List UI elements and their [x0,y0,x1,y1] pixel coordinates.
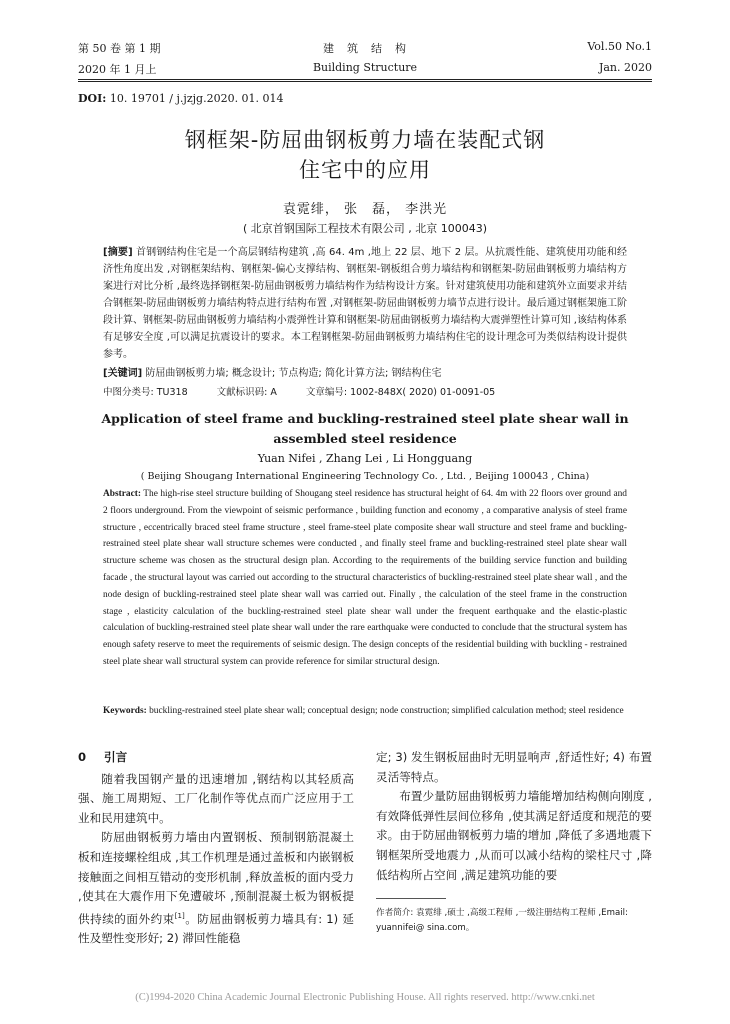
body-paragraph: 定; 3) 发生钢板屈曲时无明显响声 ,舒适性好; 4) 布置灵活等特点。 [376,750,652,784]
abstract-cn [103,244,627,363]
section-heading [78,748,354,768]
authors-en: Yuan Nifei , Zhang Lei , Li Hongguang [257,452,473,465]
header-rule-double [78,81,652,82]
title-cn-line2: 住宅中的应用 [299,158,431,182]
keywords-en [103,703,627,720]
header-date-en: Jan. 2020 [598,61,652,74]
abstract-en-text: The high-rise steel structure building of Shougang steel residence has structural height of 64. 4m with 22 floors over ground and 2 floors underground. From the viewpoint of seismic performance , building function and economy , a comparative analysis of steel frame structure , eccentrically braced steel frame structure , steel frame-steel plate composite shear wall structure and steel frame and buckling-restrained steel plate shear wall structure schemes were conducted , and finally steel frame and buckling-restrained steel plate shear wall structure scheme was chosen as the structural design plan. According to the requirements of the building service function and building facade , the structural layout was carried out according to the structural characteristics of buckling-restrained steel plate shear wall , and the node design of buckling-restrained steel plate shear wall was carried out. Finally , the calculation of the steel frame in the construction stage , elasticity calculation of the buckling-restrained steel plate shear wall under the frequent earthquake and the elastic-plastic calculation of buckling-restrained steel plate shear wall under the rare earthquake were conducted to conclude that the structural system has enough safety reserve to meet the requirements of seismic design. The design concepts of the residential building with buckling - restrained steel plate shear wall structural system can provide reference for similar structural design. [103,489,627,667]
header-rule [78,79,652,80]
title-cn-line1: 钢框架-防屈曲钢板剪力墙在装配式钢 [184,128,546,152]
keywords-cn-label: [关键词] [103,368,143,379]
footnote: 作者简介: 袁霓绯 ,硕士 ,高级工程师 ,一级注册结构工程师 ,Email: yuannifei@ sina.com。 [376,908,628,933]
affiliation-cn: ( 北京首钢国际工程技术有限公司 , 北京 100043) [242,222,488,235]
body-right-column [376,748,652,885]
doi-value: 10. 19701 / j.jzjg.2020. 01. 014 [109,92,284,105]
doi-label: DOI: [78,92,107,105]
authors-cn: 袁霓绯， 张 磊， 李洪光 [282,202,448,217]
citation-ref: [1] [174,911,185,920]
document-code: 文献标识码: A [216,387,277,398]
body-paragraph [78,828,354,948]
keywords-cn-text: 防屈曲钢板剪力墙; 概念设计; 节点构造; 简化计算方法; 钢结构住宅 [142,368,442,379]
footnote-rule [376,898,446,899]
body-paragraph-text: 防屈曲钢板剪力墙由内置钢板、预制钢筋混凝土板和连接螺栓组成 ,其工作机理是通过盖板和内嵌钢板接触面之间相互错动的变形机制 ,释放盖板的面内受力 ,使其在大震作用下免遭破坏 ,预制混凝土板为钢板提供持续的面外约束 [78,830,354,926]
keywords-cn [103,365,627,382]
doi [78,92,284,105]
header-date-cn: 2020 年 1 月上 [78,63,157,76]
title-en [0,409,730,449]
header-volume-en: Vol.50 No.1 [587,40,652,53]
body-paragraph-tail: 。防屈曲钢板剪力墙具有: 1) 延性及塑性变形好; 2) 滞回性能稳 [78,911,354,946]
copyright-notice: (C)1994-2020 China Academic Journal Electronic Publishing House. All rights reserved. http://www.cnki.net [135,992,595,1003]
title-cn [0,125,730,185]
abstract-en [103,486,627,671]
header-journal-cn: 建 筑 结 构 [323,42,407,55]
abstract-cn-text: 首钢钢结构住宅是一个高层钢结构建筑 ,高 64. 4m ,地上 22 层、地下 2 层。从抗震性能、建筑使用功能和经济性角度出发 ,对钢框架结构、钢框架-偏心支撑结构、钢框架-钢板组合剪力墙结构和钢框架-防屈曲钢板剪力墙结构方案进行对比分析 ,最终选择钢框架-防屈曲钢板剪力墙结构作为结构设计方案。针对建筑使用功能和建筑外立面要求并结合钢框架-防屈曲钢板剪力墙结构特点进行结构布置 ,对钢框架-防屈曲钢板剪力墙节点进行设计。最后通过钢框架施工阶段计算、钢框架-防屈曲钢板剪力墙结构小震弹性计算和钢框架-防屈曲钢板剪力墙结构大震弹塑性计算可知 ,该结构体系有足够安全度 ,可以满足抗震设计的要求。本工程钢框架-防屈曲钢板剪力墙结构住宅的设计理念可为类似结构设计提供参考。 [103,247,627,360]
header-journal-en: Building Structure [312,61,418,74]
abstract-en-label: Abstract: [103,489,142,499]
header-volume-cn: 第 50 卷 第 1 期 [78,42,161,55]
section-title: 引言 [104,750,128,764]
article-number: 文章编号: 1002-848X( 2020) 01-0091-05 [305,387,496,398]
title-en-line1: Application of steel frame and buckling-restrained steel plate shear wall in [101,411,629,426]
title-en-line2: assembled steel residence [273,431,457,446]
keywords-en-label: Keywords: [103,706,147,716]
body-left-column [78,748,354,949]
clc-number: 中图分类号: TU318 [103,387,188,398]
body-paragraph: 布置少量防屈曲钢板剪力墙能增加结构侧向刚度 ,有效降低弹性层间位移角 ,使其满足舒适度和规范的要求。由于防屈曲钢板剪力墙的增加 ,降低了多遇地震下钢框架所受地震力 ,从而可以减小结构的梁柱尺寸 ,降低结构所占空间 ,满足建筑功能的要 [376,789,652,882]
abstract-cn-label: [摘要] [103,247,133,258]
section-number: 0 [78,750,87,764]
keywords-en-text: buckling-restrained steel plate shear wall; conceptual design; node construction; simplified calculation method; steel residence [146,706,624,716]
classification [103,384,521,398]
affiliation-en: ( Beijing Shougang International Engineering Technology Co. , Ltd. , Beijing 100043 , China) [140,471,590,482]
body-paragraph: 随着我国钢产量的迅速增加 ,钢结构以其轻质高强、施工周期短、工厂化制作等优点而广泛应用于工业和民用建筑中。 [78,771,354,825]
